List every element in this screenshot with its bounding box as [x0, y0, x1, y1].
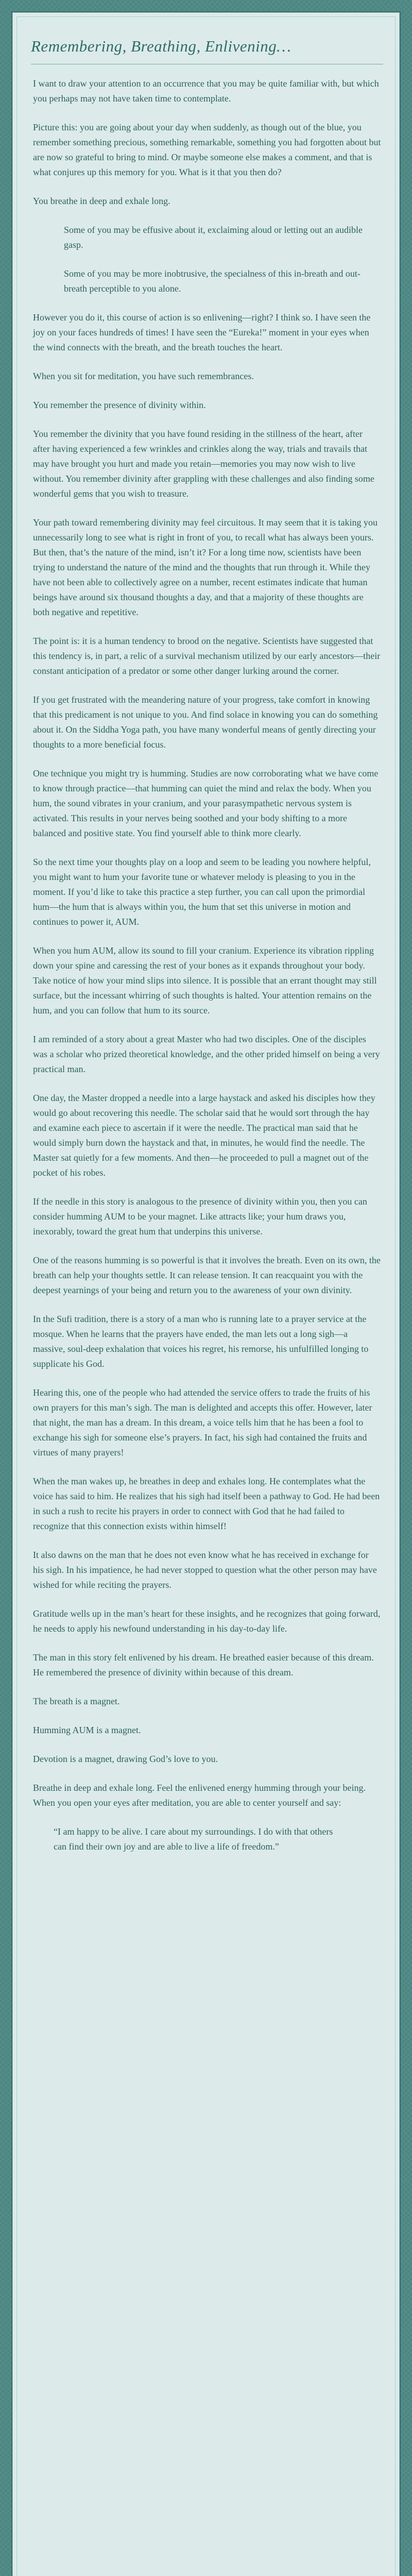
- paragraph-23: It also dawns on the man that he does not even know what he has received in exchange for his sigh. In his impatience, he had never stopped to question what the other person may have wished for while reciting the prayers.: [33, 1550, 377, 1590]
- page-title: Remembering, Breathing, Enlivening…: [31, 37, 291, 55]
- paragraph-2: Picture this: you are going about your day when suddenly, as though out of the blue, you remember something precious, something remarkable, something you had forgotten about but are now so grateful to bring to mind. Or maybe someone else makes a comment, and that is what conjures up this memory for you. What is it that you then do?: [33, 122, 381, 177]
- paragraph-5: Some of you may be more inobtrusive, the specialness of this in-breath and out-breath perceptible to you alone.: [64, 268, 360, 294]
- paragraph-4: Some of you may be effusive about it, exclaiming aloud or letting out an audible gasp.: [64, 225, 363, 250]
- paragraph-12: If you get frustrated with the meandering nature of your progress, take comfort in knowing that this predicament is not unique to you. And find solace in knowing you can do something about it. On the Siddha Yoga path, you have many wonderful means of gently directing your thoughts to a more beneficial focus.: [33, 694, 378, 750]
- paragraph-17: One day, the Master dropped a needle into a large haystack and asked his disciples how they would go about recovering this needle. The scholar said that he would sort through the hay and examine each piece to ascertain if it were the needle. The practical man said that he would simply burn down the haystack and that, in minutes, he would find the needle. The Master sat quietly for a few moments. And then—he proceeded to pull a magnet out of the pocket of his robes.: [33, 1093, 375, 1178]
- paragraph-26: The breath is a magnet.: [33, 1696, 120, 1706]
- paragraph-15: When you hum AUM, allow its sound to fill your cranium. Experience its vibration rippling down your spine and caressing the rest of your bones as it expands throughout your body. Take notice of how your mind slips into silence. It is possible that an errant thought may still surface, but the incessant whirring of such thoughts is halted. Your attention remains on the hum, and you can follow that hum to its source.: [33, 945, 377, 1015]
- paragraph-6: However you do it, this course of action is so enlivening—right? I think so. I have seen the joy on your faces hundreds of times! I have seen the “Eureka!” moment in your eyes when the wind connects with the breath, and the breath touches the heart.: [33, 312, 371, 352]
- paragraph-11: The point is: it is a human tendency to brood on the negative. Scientists have suggested that this tendency is, in part, a relic of a survival mechanism utilized by our early ancestors—their constant anticipation of a predator or some other danger lurking around the corner.: [33, 636, 381, 676]
- paragraph-8: You remember the presence of divinity within.: [33, 400, 206, 410]
- paragraph-10: Your path toward remembering divinity may feel circuitous. It may seem that it is taking you unnecessarily long to see what is right in front of you, to recall what has always been yours. But then, that’s the nature of the mind, isn’t it? For a long time now, scientists have been trying to understand the nature of the mind and the thoughts that run through it. While they have not been able to collectively agree on a number, recent estimates indicate that human beings have around six thousand thoughts a day, and that a majority of these thoughts are both negative and repetitive.: [33, 517, 378, 617]
- paragraph-24: Gratitude wells up in the man’s heart for these insights, and he recognizes that going forward, he needs to apply his newfound understanding in his day-to-day life.: [33, 1608, 381, 1634]
- closing-quote: “I am happy to be alive. I care about my surroundings. I do with that others can find their own joy and are able to live a life of freedom.”: [54, 1826, 333, 1852]
- paragraph-25: The man in this story felt enlivened by his dream. He breathed easier because of this dream. He remembered the presence of divinity within because of this dream.: [33, 1652, 374, 1677]
- paragraph-7: When you sit for meditation, you have such remembrances.: [33, 371, 254, 381]
- paragraph-1: I want to draw your attention to an occurrence that you may be quite familiar with, but which you perhaps may not have taken time to contemplate.: [33, 78, 379, 104]
- paragraph-20: In the Sufi tradition, there is a story of a man who is running late to a prayer service at the mosque. When he learns that the prayers have ended, the man lets out a long sigh—a massive, soul-deep exhalation that voices his regret, his remorse, his unfulfilled longing to supplicate his God.: [33, 1314, 369, 1369]
- paragraph-14: So the next time your thoughts play on a loop and seem to be leading you nowhere helpful, you might want to hum your favorite tune or whatever melody is pleasing to you in the moment. If you’d like to take this practice a step further, you can call upon the primordial hum—the hum that is always within you, the hum that set this universe in motion and continues to power it, AUM.: [33, 857, 371, 927]
- paragraph-16: I am reminded of a story about a great Master who had two disciples. One of the disciples was a scholar who prized theoretical knowledge, and the other prided himself on being a very practical man.: [33, 1034, 380, 1074]
- paragraph-9: You remember the divinity that you have found residing in the stillness of the heart, after after having experienced a few wrinkles and crinkles along the way, trials and travails that may have brought you hurt and made you retain—memories you may now wish to live without. You remember divinity after grappling with these challenges and also finding some wonderful gems that you wish to treasure.: [33, 429, 374, 499]
- paragraph-18: If the needle in this story is analogous to the presence of divinity within you, then you can consider humming AUM to be your magnet. Like attracts like; your hum draws you, inexorably, toward the great hum that underpins this universe.: [33, 1196, 367, 1236]
- paragraph-21: Hearing this, one of the people who had attended the service offers to trade the fruits of his own prayers for this man’s sigh. The man is delighted and accepts this offer. However, later that night, the man has a dream. In this dream, a voice tells him that he has been a fool to exchange his sigh for someone else’s prayers. In fact, his sigh had contained the fruits and virtues of many prayers!: [33, 1387, 372, 1458]
- paragraph-19: One of the reasons humming is so powerful is that it involves the breath. Even on its own, the breath can help your thoughts settle. It can release tension. It can reacquaint you with the deepest yearnings of your being and return you to the awareness of your own divinity.: [33, 1255, 381, 1295]
- content-panel: [11, 11, 401, 2576]
- paragraph-27: Humming AUM is a magnet.: [33, 1725, 141, 1735]
- paragraph-22: When the man wakes up, he breathes in deep and exhales long. He contemplates what the voice has said to him. He realizes that his sigh had itself been a pathway to God. He had been in such a rush to recite his prayers in order to connect with God that he had failed to recognize that this connection exists within himself!: [33, 1476, 380, 1531]
- paragraph-29: Breathe in deep and exhale long. Feel the enlivened energy humming through your being. When you open your eyes after meditation, you are able to center yourself and say:: [33, 1783, 366, 1808]
- paragraph-13: One technique you might try is humming. Studies are now corroborating what we have come to know through practice—that humming can quiet the mind and relax the body. When you hum, the sound vibrates in your cranium, and your parasympathetic nervous system is activated. This results in your nerves being soothed and your body shifting to a more balanced and positive state. You find yourself able to think more clearly.: [33, 768, 379, 838]
- article-body: [33, 76, 381, 1861]
- paragraph-3: You breathe in deep and exhale long.: [33, 196, 170, 206]
- paragraph-28: Devotion is a magnet, drawing God’s love to you.: [33, 1754, 218, 1764]
